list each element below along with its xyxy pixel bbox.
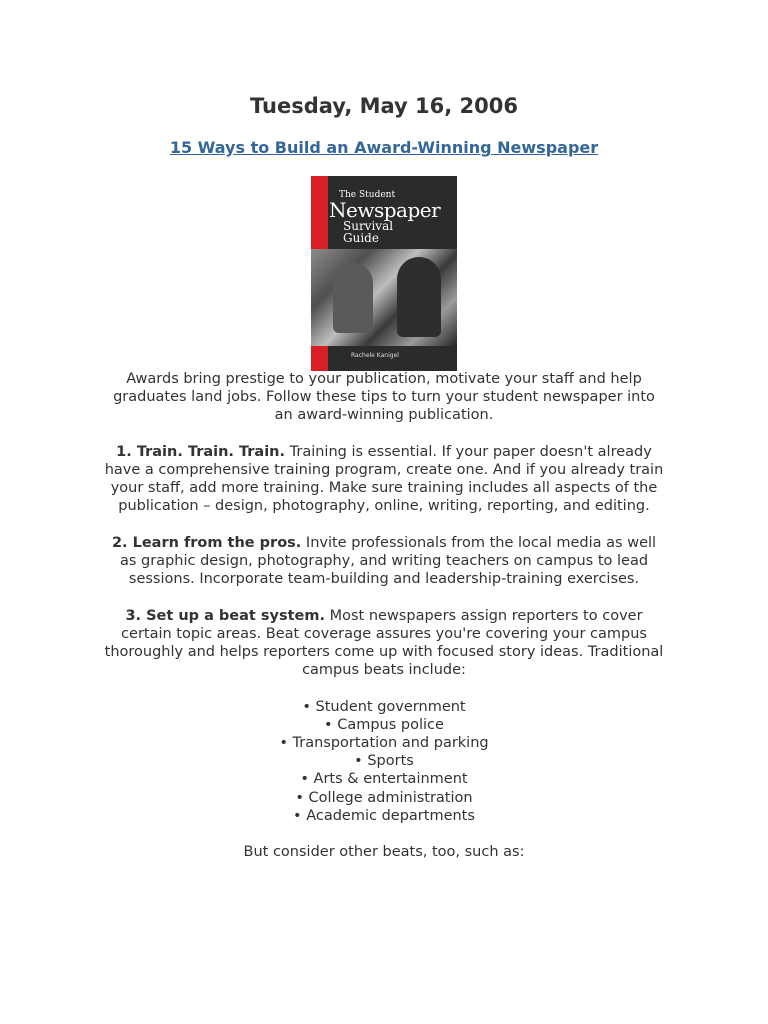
- intro-paragraph: Awards bring prestige to your publication, motivate your staff and help graduates land jobs. Follow these tips to turn your student newspaper into an award-winning publication.: [113, 371, 655, 424]
- beats-list: [104, 698, 664, 825]
- tip-paragraph: [104, 443, 664, 516]
- post-title: [0, 137, 768, 159]
- cover-photo-figure: [333, 263, 373, 333]
- tip-body: Most newspapers assign reporters to cover certain topic areas. Beat coverage assures you're covering your campus thoroughly and helps reporters come up with focused story ideas. Traditional campus beats include:: [104, 607, 664, 679]
- post-body: [104, 370, 664, 861]
- list-item: • Student government: [302, 698, 466, 715]
- cover-photo: [311, 249, 457, 346]
- cover-author: Rachele Kanigel: [351, 352, 399, 359]
- tip-heading: 2. Learn from the pros.: [111, 534, 302, 551]
- cover-title-line: Newspaper: [329, 198, 441, 222]
- closing-paragraph: But consider other beats, too, such as:: [243, 844, 525, 861]
- cover-title-block: [329, 190, 455, 244]
- list-item: • Transportation and parking: [279, 735, 489, 751]
- cover-photo-figure: [397, 257, 441, 337]
- post-title-link[interactable]: 15 Ways to Build an Award-Winning Newspaper: [169, 138, 599, 157]
- list-item: • Campus police: [324, 716, 444, 733]
- cover-title-line: Survival: [343, 219, 394, 233]
- list-item: • Arts & entertainment: [300, 771, 468, 788]
- list-item: • College administration: [295, 789, 473, 806]
- tip-heading: 3. Set up a beat system.: [125, 607, 325, 624]
- list-item: • Academic departments: [293, 807, 475, 824]
- tip-paragraph: [104, 534, 664, 589]
- book-cover-image: [311, 176, 457, 371]
- tip-body: Training is essential. If your paper doesn't already have a comprehensive training program, create one. And if you already train your staff, add more training. Make sure training includes all aspects of the publication – design, photography, online, writing, reporting, and editing.: [104, 443, 664, 515]
- tip-paragraph: [104, 607, 664, 680]
- tip-heading: 1. Train. Train. Train.: [116, 443, 286, 460]
- post-date-heading: Tuesday, May 16, 2006: [250, 94, 518, 118]
- cover-title-line: The Student: [339, 190, 396, 200]
- tip-body: Invite professionals from the local media as well as graphic design, photography, and writing teachers on campus to lead sessions. Incorporate team-building and leadership-training exercises.: [119, 534, 657, 588]
- cover-title-line: Guide: [343, 231, 379, 245]
- list-item: • Sports: [354, 753, 414, 770]
